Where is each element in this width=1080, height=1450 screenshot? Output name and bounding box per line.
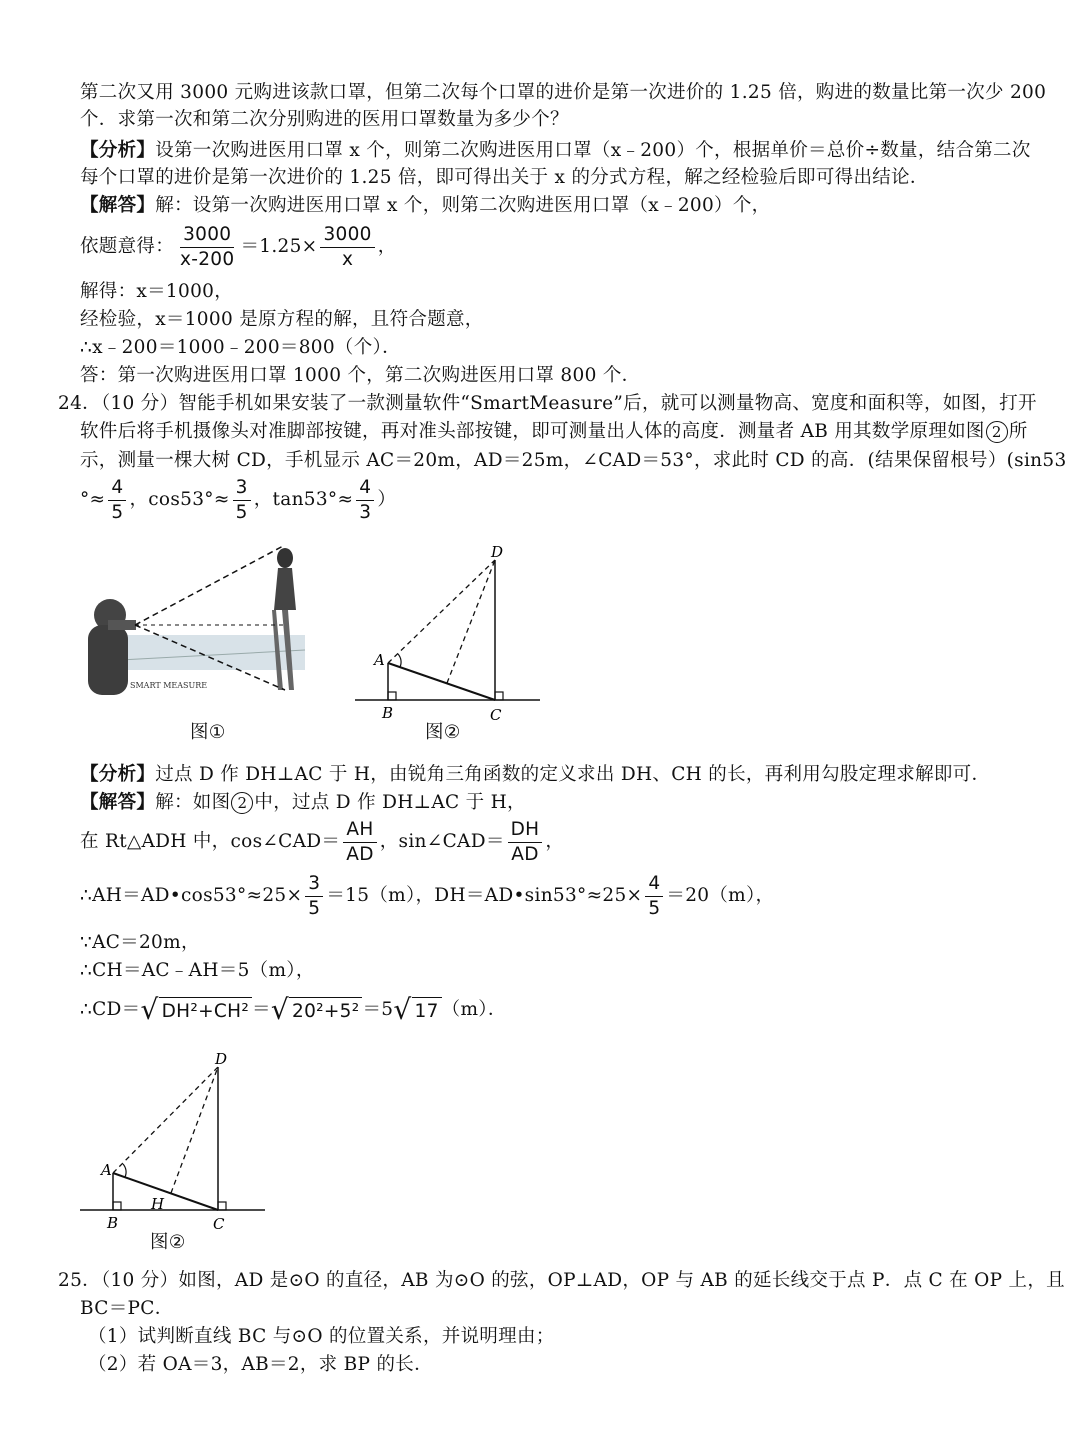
q24-rt-triangle: [80, 816, 564, 868]
fraction: [177, 223, 237, 272]
q24-text: ＝20（m），: [666, 885, 775, 906]
square-root: [140, 990, 252, 1030]
q23-analysis-text-1: 设第一次购进医用口罩 x 个，则第二次购进医用口罩（x﹣200）个，根据单价＝总价÷数量，结合第二次: [155, 140, 1031, 161]
q24-analysis-text: 过点 D 作 DH⊥AC 于 H，由锐角三角函数的定义求出 DH、CH 的长，再利用勾股定理求解即可．: [155, 764, 991, 785]
denominator: 3: [359, 501, 372, 523]
segment-DH: [447, 560, 495, 683]
denominator: AD: [346, 843, 374, 865]
fraction: [508, 818, 543, 867]
right-angle-B: [388, 692, 396, 700]
q25-part-2: （2）若 OA＝3，AB＝2，求 BP 的长．: [88, 1354, 433, 1375]
numerator: 3: [305, 872, 323, 897]
radicand: 17: [412, 997, 442, 1024]
q24-text: ，tan53°≈: [253, 489, 354, 510]
q24-text: ，: [545, 831, 565, 852]
q24-text: ，sin∠CAD＝: [379, 831, 505, 852]
q24-text: （m）．: [441, 999, 507, 1020]
q24-cd: [80, 990, 507, 1030]
q24-calc: [80, 870, 774, 922]
fraction: [305, 872, 323, 921]
radicand: DH²+CH²: [159, 997, 252, 1024]
segment-AD: [113, 1067, 218, 1173]
fraction: [233, 476, 251, 525]
q24-text: °≈: [80, 489, 106, 510]
numerator: DH: [508, 818, 543, 843]
person-body: [88, 625, 128, 695]
segment-AC: [113, 1173, 218, 1210]
q24-text: ，cos53°≈: [129, 489, 230, 510]
circled-number: 2: [986, 421, 1008, 443]
figure-2-caption: 图②: [425, 722, 461, 743]
label-C: C: [213, 1215, 225, 1233]
equation-end: ，: [377, 236, 397, 257]
q25-line-2: BC＝PC．: [80, 1298, 174, 1319]
fraction: [343, 818, 377, 867]
figure-2-diagram: [350, 540, 550, 730]
label-D: D: [215, 1050, 228, 1068]
sight-line-head: [135, 545, 285, 625]
radical-sign: √: [393, 993, 412, 1026]
q24-line-2-text: 软件后将手机摄像头对准脚部按键，再对准头部按键，即可测量出人体的高度．测量者 AB 用其数学原理如图: [80, 421, 985, 442]
denominator: 5: [648, 897, 661, 919]
radicand: 20²+5²: [289, 997, 362, 1024]
numerator: 3: [233, 476, 251, 501]
right-angle-C: [218, 1202, 226, 1210]
numerator: 4: [108, 476, 126, 501]
denominator: 5: [308, 897, 321, 919]
radical-sign: √: [140, 993, 159, 1026]
analysis-label: 【分析】: [80, 140, 156, 161]
q23-check: 经检验，x＝1000 是原方程的解，且符合题意，: [80, 309, 484, 330]
screen-text: SMART MEASURE: [130, 681, 208, 690]
q24-answer: [80, 790, 526, 816]
label-H: H: [151, 1195, 165, 1213]
figure-torso: [274, 568, 296, 610]
denominator: x: [341, 248, 354, 270]
q24-line-3: 示，测量一棵大树 CD，手机显示 AC＝20m，AD＝25m，∠CAD＝53°，求此时 CD 的高．(结果保留根号）(sin53: [80, 450, 1067, 471]
q24-line-2: [80, 419, 1028, 445]
angle-arc-A: [398, 654, 401, 667]
q24-since: ∵AC＝20m，: [80, 932, 200, 953]
numerator: AH: [343, 818, 376, 843]
numerator: 3000: [180, 223, 234, 248]
figure-1-caption: 图①: [190, 722, 226, 743]
denominator: AD: [511, 843, 539, 865]
q23-text-line-1: 第二次又用 3000 元购进该款口罩，但第二次每个口罩的进价是第一次进价的 1.25 倍，购进的数量比第一次少 200: [80, 82, 1047, 103]
q24-line-2-end: 所: [1008, 421, 1028, 442]
label-A: A: [101, 1161, 112, 1179]
label-D: D: [491, 543, 504, 561]
q23-equation: [80, 222, 397, 272]
answer-label: 【解答】: [80, 792, 156, 813]
q24-ch: ∴CH＝AC﹣AH＝5（m），: [80, 960, 315, 981]
q24-text: ＝: [252, 999, 271, 1020]
q25-part-1: （1）试判断直线 BC 与⊙O 的位置关系，并说明理由；: [88, 1326, 555, 1347]
segment-DH: [171, 1067, 218, 1193]
fraction: [108, 476, 126, 525]
fraction: [356, 476, 374, 525]
q24-text: ＝5: [362, 999, 394, 1020]
answer-label: 【解答】: [80, 195, 156, 216]
q24-text: 在 Rt△ADH 中，cos∠CAD＝: [80, 831, 341, 852]
q23-answer-text: 解：设第一次购进医用口罩 x 个，则第二次购进医用口罩（x﹣200）个，: [155, 195, 771, 216]
right-angle-C: [495, 692, 503, 700]
q24-line-1: 24．（10 分）智能手机如果安装了一款测量软件“SmartMeasure”后，就可以测量物高、宽度和面积等，如图，打开: [58, 393, 1037, 414]
q24-text: ∴AH＝AD•cos53°≈25×: [80, 885, 303, 906]
figure-1-illustration: [80, 540, 310, 710]
phone-arm: [108, 620, 136, 630]
label-B: B: [382, 704, 394, 722]
label-B: B: [107, 1214, 119, 1232]
q23-final-answer: 答：第一次购进医用口罩 1000 个，第二次购进医用口罩 800 个．: [80, 365, 641, 386]
q24-answer-text: 中，过点 D 作 DH⊥AC 于 H，: [254, 792, 526, 813]
analysis-label: 【分析】: [80, 764, 156, 785]
q25-line-1: 25．（10 分）如图，AD 是⊙O 的直径，AB 为⊙O 的弦，OP⊥AD，OP 与 AB 的延长线交于点 P．点 C 在 OP 上，且: [58, 1270, 1065, 1291]
q24-analysis: [80, 762, 990, 788]
figure-2-with-H: [75, 1045, 275, 1235]
circled-number: 2: [231, 792, 253, 814]
q24-line-4: [80, 475, 396, 525]
numerator: 4: [645, 872, 663, 897]
square-root: [271, 990, 363, 1030]
numerator: 3000: [320, 223, 374, 248]
q24-answer-text: 解：如图: [155, 792, 231, 813]
q23-text-line-2: 个．求第一次和第二次分别购进的医用口罩数量为多少个？: [80, 109, 569, 130]
q23-answer: [80, 193, 770, 219]
q23-analysis: [80, 138, 1031, 164]
fraction: [320, 223, 374, 272]
label-A: A: [374, 651, 385, 669]
denominator: x-200: [180, 248, 235, 270]
label-C: C: [490, 706, 502, 724]
q24-text: ∴CD＝: [80, 999, 141, 1020]
radical-sign: √: [270, 993, 290, 1026]
segment-AD: [388, 560, 495, 663]
q23-analysis-text-2: 每个口罩的进价是第一次进价的 1.25 倍，即可得出关于 x 的分式方程，解之经检验后即可得出结论．: [80, 167, 929, 188]
q24-text: ＝15（m），DH＝AD•sin53°≈25×: [326, 885, 643, 906]
figure-2-caption-repeat: 图②: [150, 1232, 186, 1253]
equation-prefix: 依题意得：: [80, 236, 175, 257]
q24-text: ）: [377, 489, 397, 510]
denominator: 5: [235, 501, 248, 523]
q23-therefore: ∴x﹣200＝1000﹣200＝800（个）．: [80, 337, 401, 358]
right-angle-B: [113, 1202, 121, 1210]
denominator: 5: [111, 501, 124, 523]
numerator: 4: [356, 476, 374, 501]
fraction: [645, 872, 663, 921]
angle-arc-A: [123, 1164, 126, 1177]
equation-mid: ＝1.25×: [240, 236, 318, 257]
q23-solve: 解得：x＝1000，: [80, 281, 234, 302]
figure-head: [277, 548, 293, 568]
square-root: [393, 990, 441, 1030]
segment-AC: [388, 663, 495, 700]
